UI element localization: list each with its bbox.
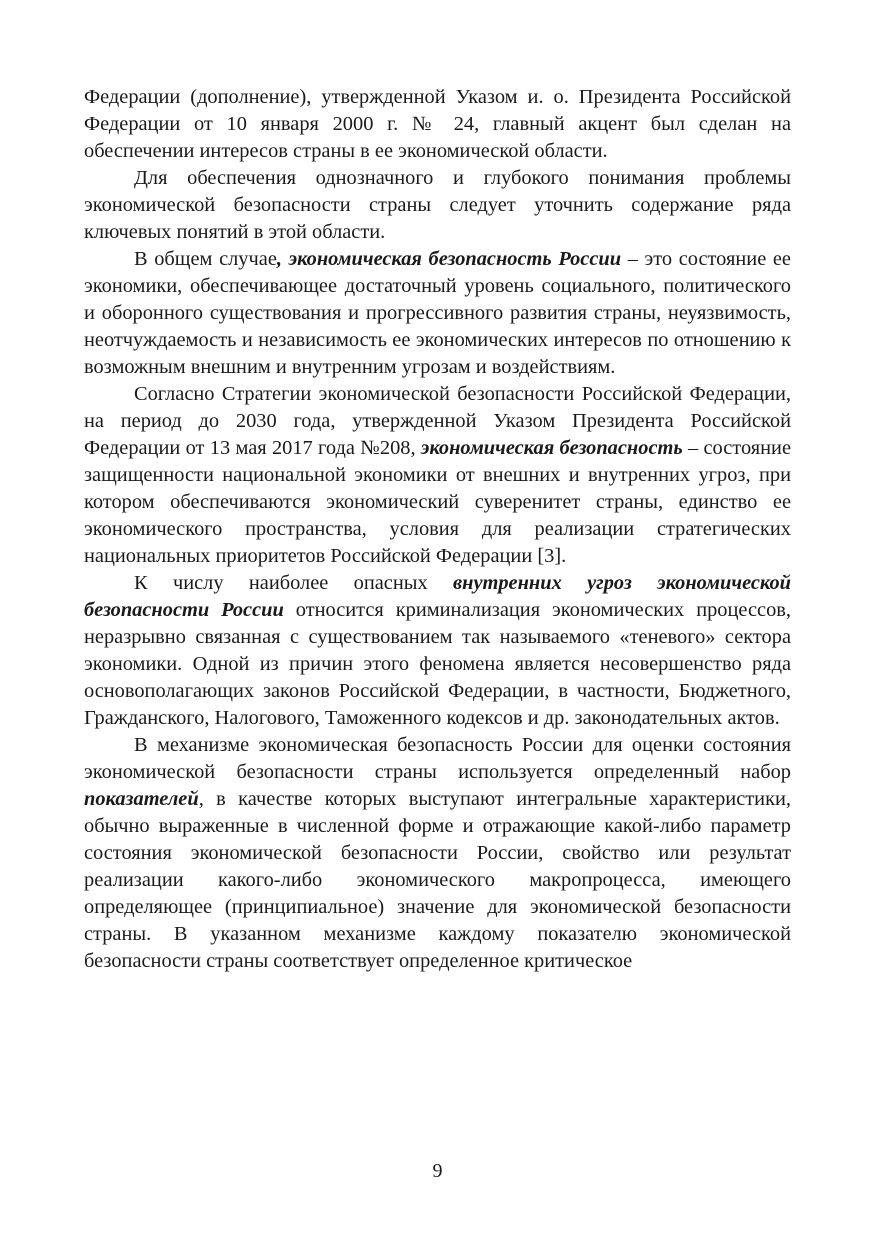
paragraph <box>84 732 791 975</box>
paragraph <box>84 246 791 381</box>
paragraph <box>84 84 791 165</box>
paragraph <box>84 381 791 570</box>
text-segment: Для обеспечения однозначного и глубокого понимания проблемы экономической безопасности страны следует уточнить содержание ряда ключевых понятий в этой области. <box>84 167 791 243</box>
emphasized-term: внутренних угроз экономической безопасности России <box>84 572 791 621</box>
emphasized-term: показателей <box>84 788 199 810</box>
text-segment: – это состояние ее экономики, обеспечивающее достаточный уровень социального, политического и оборонного существования и прогрессивного развития страны, неуязвимость, неотчуждаемость и независимость ее экономических интересов по отношению к возможным внешним и внутренним угрозам и воздействиям. <box>84 248 791 378</box>
text-segment: К числу наиболее опасных <box>134 572 454 594</box>
text-segment: , в качестве которых выступают интегральные характеристики, обычно выраженные в численной форме и отражающие какой-либо параметр состояния экономической безопасности России, свойство или результат реализации какого-либо экономического макропроцесса, имеющего определяющее (принципиальное) значение для экономической безопасности страны. В указанном механизме каждому показателю экономической безопасности страны соответствует определенное критическое <box>84 788 791 972</box>
paragraph <box>84 570 791 732</box>
paragraph <box>84 165 791 246</box>
page-body <box>84 84 791 975</box>
emphasized-term: , экономическая безопасность России <box>276 248 622 270</box>
text-segment: Федерации (дополнение), утвержденной Указом и. о. Президента Российской Федерации от 10 января 2000 г. № 24, главный акцент был сделан на обеспечении интересов страны в ее экономической области. <box>84 86 791 162</box>
text-segment: В механизме экономическая безопасность России для оценки состояния экономической безопасности страны используется определенный набор <box>84 734 791 783</box>
text-segment: В общем случае <box>134 248 277 270</box>
text-segment: – состояние защищенности национальной экономики от внешних и внутренних угроз, при котором обеспечиваются экономический суверенитет страны, единство ее экономического пространства, условия для реализации стратегических национальных приоритетов Российской Федерации [3]. <box>84 437 791 567</box>
text-segment: Согласно Стратегии экономической безопасности Российской Федерации, на период до 2030 года, утвержденной Указом Президента Российской Федерации от 13 мая 2017 года №208, <box>84 383 791 459</box>
text-segment: относится криминализация экономических процессов, неразрывно связанная с существованием так называемого «теневого» сектора экономики. Одной из причин этого феномена является несовершенство ряда основополагающих законов Российской Федерации, в частности, Бюджетного, Гражданского, Налогового, Таможенного кодексов и др. законодательных актов. <box>84 599 791 729</box>
page-number: 9 <box>432 1160 443 1182</box>
emphasized-term: экономическая безопасность <box>420 437 683 459</box>
